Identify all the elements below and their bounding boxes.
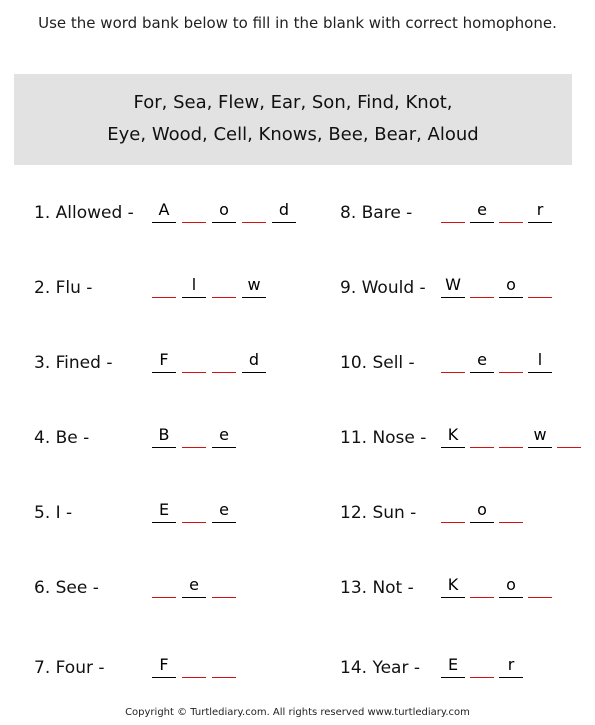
letter-slot[interactable]: F: [152, 656, 176, 678]
letter-slot[interactable]: [441, 201, 465, 223]
letter-slot[interactable]: [557, 426, 581, 448]
letter-slot[interactable]: [242, 201, 266, 223]
letter-slot[interactable]: A: [152, 201, 176, 223]
letter-slot[interactable]: d: [272, 201, 296, 223]
letter-slot[interactable]: l: [182, 276, 206, 298]
letter-slot[interactable]: r: [528, 201, 552, 223]
letter-slot[interactable]: K: [441, 426, 465, 448]
letter-slot[interactable]: [441, 501, 465, 523]
question-label: 4. Be -: [34, 428, 90, 448]
question-label: 9. Would -: [340, 278, 426, 298]
letter-slot[interactable]: K: [441, 576, 465, 598]
question-label: 2. Flu -: [34, 278, 93, 298]
letter-slot[interactable]: [212, 656, 236, 678]
letter-slot[interactable]: [470, 426, 494, 448]
letter-slot[interactable]: [528, 576, 552, 598]
letter-slot[interactable]: [152, 276, 176, 298]
letter-slot[interactable]: o: [212, 201, 236, 223]
letter-slot[interactable]: [212, 351, 236, 373]
letter-slot[interactable]: e: [470, 351, 494, 373]
question-label: 1. Allowed -: [34, 203, 134, 223]
letter-slot[interactable]: e: [212, 426, 236, 448]
letter-slot[interactable]: [212, 276, 236, 298]
letter-slot[interactable]: e: [470, 201, 494, 223]
letter-slot[interactable]: B: [152, 426, 176, 448]
question-label: 6. See -: [34, 578, 99, 598]
question-label: 12. Sun -: [340, 503, 417, 523]
letter-slot[interactable]: [212, 576, 236, 598]
letter-slot[interactable]: [152, 576, 176, 598]
instructions: Use the word bank below to fill in the blank with correct homophone.: [38, 14, 557, 32]
question-label: 13. Not -: [340, 578, 414, 598]
question-label: 8. Bare -: [340, 203, 413, 223]
letter-slot[interactable]: [499, 501, 523, 523]
letter-slot[interactable]: w: [528, 426, 552, 448]
question-label: 3. Fined -: [34, 353, 113, 373]
letter-slot[interactable]: E: [152, 501, 176, 523]
letter-slot[interactable]: l: [528, 351, 552, 373]
question-label: 11. Nose -: [340, 428, 427, 448]
letter-slot[interactable]: [182, 656, 206, 678]
letter-slot[interactable]: [182, 426, 206, 448]
letter-slot[interactable]: [470, 656, 494, 678]
question-label: 10. Sell -: [340, 353, 415, 373]
letter-slot[interactable]: [499, 426, 523, 448]
letter-slot[interactable]: E: [441, 656, 465, 678]
question-label: 14. Year -: [340, 658, 420, 678]
word-bank: [14, 74, 572, 165]
question-label: 7. Four -: [34, 658, 105, 678]
letter-slot[interactable]: r: [499, 656, 523, 678]
letter-slot[interactable]: [441, 351, 465, 373]
letter-slot[interactable]: [470, 276, 494, 298]
letter-slot[interactable]: e: [212, 501, 236, 523]
letter-slot[interactable]: [528, 276, 552, 298]
footer-copyright: Copyright © Turtlediary.com. All rights reserved www.turtlediary.com: [125, 707, 470, 718]
letter-slot[interactable]: [470, 576, 494, 598]
letter-slot[interactable]: [499, 201, 523, 223]
word-bank-line-2: Eye, Wood, Cell, Knows, Bee, Bear, Aloud: [107, 124, 479, 145]
letter-slot[interactable]: o: [499, 576, 523, 598]
letter-slot[interactable]: w: [242, 276, 266, 298]
word-bank-line-1: For, Sea, Flew, Ear, Son, Find, Knot,: [133, 92, 453, 113]
letter-slot[interactable]: d: [242, 351, 266, 373]
letter-slot[interactable]: F: [152, 351, 176, 373]
letter-slot[interactable]: W: [441, 276, 465, 298]
letter-slot[interactable]: e: [182, 576, 206, 598]
letter-slot[interactable]: [182, 501, 206, 523]
letter-slot[interactable]: [182, 201, 206, 223]
letter-slot[interactable]: o: [499, 276, 523, 298]
letter-slot[interactable]: [182, 351, 206, 373]
letter-slot[interactable]: o: [470, 501, 494, 523]
question-label: 5. I -: [34, 503, 73, 523]
letter-slot[interactable]: [499, 351, 523, 373]
